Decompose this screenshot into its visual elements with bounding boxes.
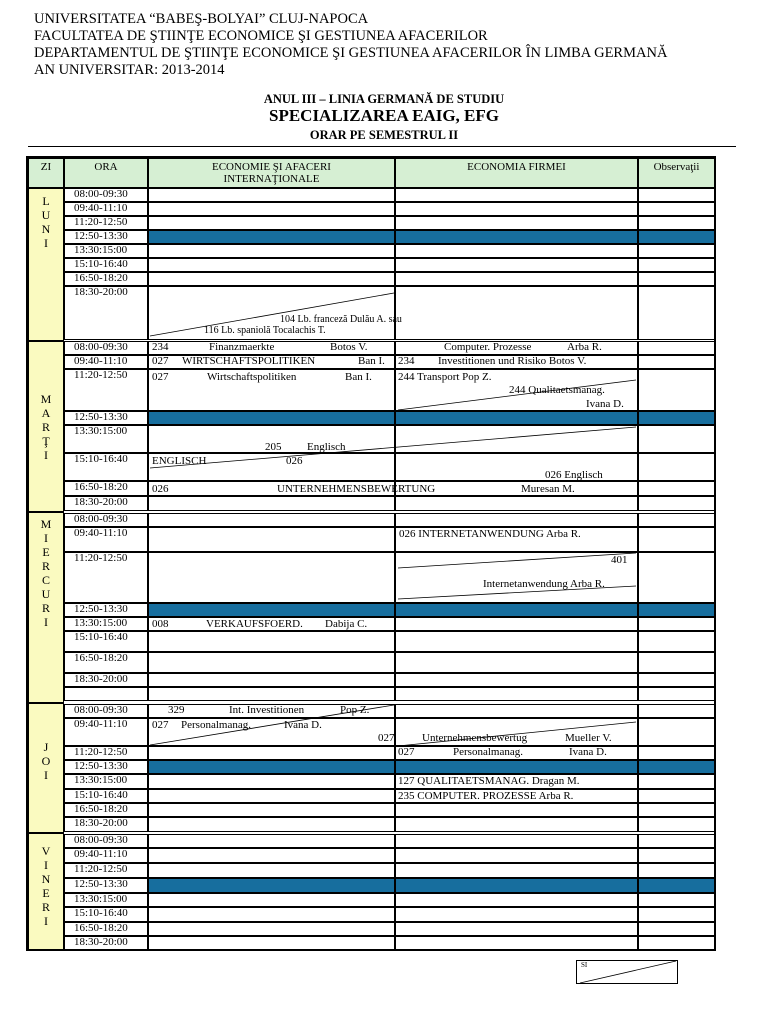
time-label: 11:20-12:50 <box>74 216 128 228</box>
day-letter: E <box>42 886 50 900</box>
entry-room: 205 <box>265 441 282 453</box>
day-letter: I <box>44 768 48 782</box>
day-letter: M <box>40 392 52 406</box>
time-label: 11:20-12:50 <box>74 369 128 381</box>
entry-room: 401 <box>611 554 628 566</box>
entry-room: 027 <box>152 371 169 383</box>
entry-prof: Dabija C. <box>325 618 368 630</box>
time-label: 08:00-09:30 <box>74 834 128 846</box>
time-label: 16:50-18:20 <box>74 272 128 284</box>
day-letter: I <box>44 615 48 629</box>
entry-course: 026 Englisch <box>545 469 603 481</box>
entry-course: 235 COMPUTER. PROZESSE Arba R. <box>398 790 574 802</box>
time-label: 08:00-09:30 <box>74 513 128 525</box>
header-eai-line2: INTERNAŢIONALE <box>223 173 320 185</box>
entry-room: 027 <box>152 719 169 731</box>
entry-prof: Muresan M. <box>521 483 575 495</box>
luni-spanish: 116 Lb. spaniolă Tocalachis T. <box>204 325 326 336</box>
entry-course: Internetanwendung Arba R. <box>483 578 605 590</box>
time-label: 16:50-18:20 <box>74 922 128 934</box>
entry-course: Computer. Prozesse <box>444 341 532 353</box>
time-label: 11:20-12:50 <box>74 552 128 564</box>
day-letter: C <box>41 573 50 587</box>
time-label: 13:30:15:00 <box>74 244 128 256</box>
study-line: ANUL III – LINIA GERMANĂ DE STUDIU <box>263 92 505 106</box>
header-eai-line1: ECONOMIE ŞI AFACERI <box>212 161 331 173</box>
time-label: 18:30-20:00 <box>74 286 128 298</box>
entry-course: 127 QUALITAETSMANAG. Dragan M. <box>398 775 580 787</box>
day-letter: R <box>41 900 50 914</box>
time-label: 12:50-13:30 <box>74 603 128 615</box>
time-label: 08:00-09:30 <box>74 341 128 353</box>
university-name: UNIVERSITATEA “BABEŞ-BOLYAI” CLUJ-NAPOCA <box>34 11 369 27</box>
entry-course: 244 Transport Pop Z. <box>398 371 492 383</box>
time-label: 15:10-16:40 <box>74 631 128 643</box>
day-letter: V <box>41 844 51 858</box>
header-ora: ORA <box>64 158 148 188</box>
entry-room: 026 <box>286 455 303 467</box>
day-letter: N <box>41 872 51 886</box>
time-label: 15:10-16:40 <box>74 453 128 465</box>
day-letter: R <box>41 420 50 434</box>
time-label: 12:50-13:30 <box>74 878 128 890</box>
time-label: 12:50-13:30 <box>74 230 128 242</box>
day-letter: L <box>42 194 50 208</box>
time-label: 16:50-18:20 <box>74 803 128 815</box>
entry-course: VERKAUFSFOERD. <box>206 618 303 630</box>
day-letter: M <box>40 517 52 531</box>
schedule-title: ORAR PE SEMESTRUL II <box>309 128 459 142</box>
entry-course: ENGLISCH <box>152 455 207 467</box>
time-label: 15:10-16:40 <box>74 907 128 919</box>
time-label: 13:30:15:00 <box>74 774 128 786</box>
day-letter: I <box>44 858 48 872</box>
entry-course: Finanzmaerkte <box>209 341 275 353</box>
entry-room: 008 <box>152 618 169 630</box>
time-label: 09:40-11:10 <box>74 355 128 367</box>
day-letter: O <box>41 754 51 768</box>
day-letter: J <box>43 740 49 754</box>
time-label: 09:40-11:10 <box>74 527 128 539</box>
time-label: 18:30-20:00 <box>74 496 128 508</box>
time-label: 13:30:15:00 <box>74 893 128 905</box>
day-letter: N <box>41 222 51 236</box>
entry-prof: Botos V. <box>330 341 368 353</box>
day-letter: I <box>44 531 48 545</box>
signature-box <box>576 960 678 984</box>
entry-course: UNTERNEHMENSBEWERTUNG <box>277 483 436 495</box>
entry-course: Wirtschaftspolitiken <box>207 371 297 383</box>
luni-french: 104 Lb. franceză Dulău A. sau <box>280 314 402 325</box>
entry-prof: Arba R. <box>567 341 602 353</box>
entry-room: 329 <box>168 704 185 716</box>
entry-prof: Ivana D. <box>284 719 322 731</box>
entry-room: 234 <box>152 341 169 353</box>
time-label: 13:30:15:00 <box>74 617 128 629</box>
faculty-name: FACULTATEA DE ŞTIINŢE ECONOMICE ŞI GESTIUNEA AFACERILOR <box>34 28 488 44</box>
header-ef: ECONOMIA FIRMEI <box>395 158 638 188</box>
entry-course: Unternehmensbewertug <box>422 732 528 744</box>
time-label: 18:30-20:00 <box>74 673 128 685</box>
entry-room: 027 <box>378 732 395 744</box>
time-label: 12:50-13:30 <box>74 411 128 423</box>
day-letter: U <box>41 587 51 601</box>
day-letter: Ţ <box>42 434 50 448</box>
day-letter: I <box>44 448 48 462</box>
entry-room: 234 <box>398 355 415 367</box>
time-label: 15:10-16:40 <box>74 258 128 270</box>
entry-course: WIRTSCHAFTSPOLITIKEN <box>182 355 316 367</box>
entry-prof: Pop Z. <box>340 704 370 716</box>
entry-course: Personalmanag. <box>453 746 523 758</box>
entry-prof: Ban I. <box>345 371 372 383</box>
entry-course: Englisch <box>307 441 346 453</box>
academic-year: AN UNIVERSITAR: 2013-2014 <box>34 62 225 78</box>
day-letter: A <box>41 406 51 420</box>
time-label: 11:20-12:50 <box>74 746 128 758</box>
time-label: 15:10-16:40 <box>74 789 128 801</box>
entry-course: 244 Qualitaetsmanag. <box>509 384 605 396</box>
department-name: DEPARTAMENTUL DE ŞTIINŢE ECONOMICE ŞI GESTIUNEA AFACERILOR ÎN LIMBA GERMANĂ <box>34 45 668 61</box>
entry-prof: Ivana D. <box>569 746 607 758</box>
time-label: 11:20-12:50 <box>74 863 128 875</box>
entry-prof: Ban I. <box>358 355 385 367</box>
signature-label: SI <box>581 961 588 969</box>
day-letter: I <box>44 236 48 250</box>
entry-course: 026 INTERNETANWENDUNG Arba R. <box>399 528 581 540</box>
entry-course: Int. Investitionen <box>229 704 305 716</box>
day-letter: E <box>42 545 50 559</box>
time-label: 18:30-20:00 <box>74 817 128 829</box>
header-observatii: Observaţii <box>638 158 715 188</box>
entry-course: Investitionen und Risiko Botos V. <box>438 355 587 367</box>
day-letter: U <box>41 208 51 222</box>
time-label: 09:40-11:10 <box>74 848 128 860</box>
day-letter: R <box>41 559 50 573</box>
specialization-title: SPECIALIZAREA EAIG, EFG <box>268 106 500 125</box>
day-letter: R <box>41 601 50 615</box>
time-label: 09:40-11:10 <box>74 718 128 730</box>
time-label: 13:30:15:00 <box>74 425 128 437</box>
time-label: 09:40-11:10 <box>74 202 128 214</box>
day-letter: I <box>44 914 48 928</box>
time-label: 16:50-18:20 <box>74 481 128 493</box>
time-label: 16:50-18:20 <box>74 652 128 664</box>
entry-prof: Ivana D. <box>586 398 624 410</box>
entry-room: 026 <box>152 483 169 495</box>
entry-room: 027 <box>152 355 169 367</box>
header-zi: ZI <box>28 158 64 188</box>
entry-course: Personalmanag. <box>181 719 251 731</box>
entry-prof: Mueller V. <box>565 732 612 744</box>
entry-room: 027 <box>398 746 415 758</box>
time-label: 12:50-13:30 <box>74 760 128 772</box>
time-label: 08:00-09:30 <box>74 188 128 200</box>
time-label: 18:30-20:00 <box>74 936 128 948</box>
time-label: 08:00-09:30 <box>74 704 128 716</box>
